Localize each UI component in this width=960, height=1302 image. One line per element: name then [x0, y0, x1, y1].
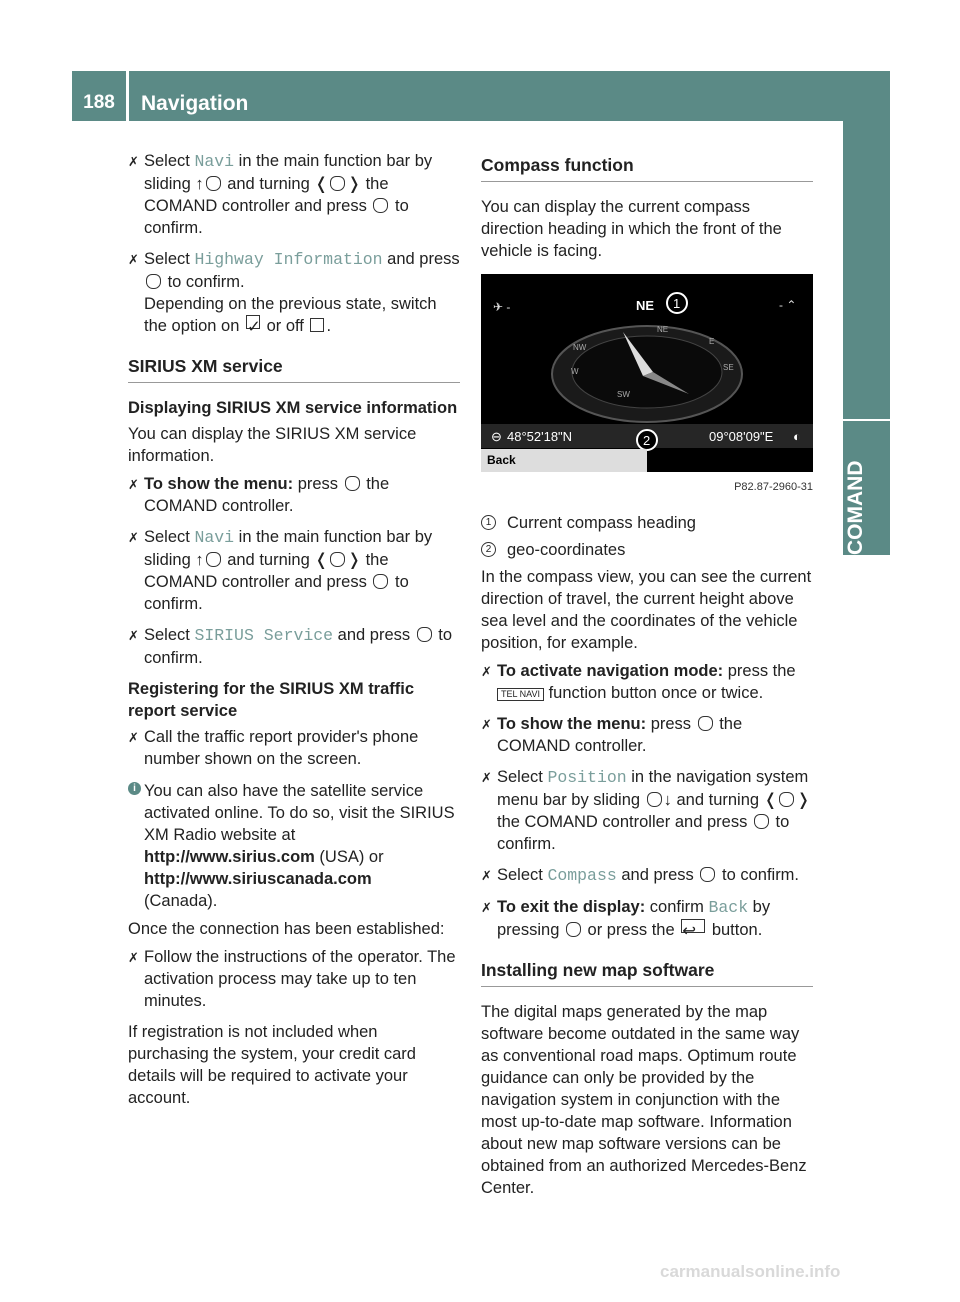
- paragraph: If registration is not included when purchasing the system, your credit card details will be required to activate your account.: [128, 1023, 416, 1107]
- paragraph: You can display the SIRIUS XM service information.: [128, 425, 417, 465]
- page-title: Navigation: [141, 92, 249, 115]
- svg-text:1: 1: [673, 296, 681, 311]
- press-icon: [754, 814, 769, 829]
- press-icon: [345, 476, 360, 491]
- svg-text:W: W: [571, 367, 579, 376]
- paragraph: The digital maps generated by the map software become outdated in the same way as conventional road maps. Optimum route guidance can only be provided by the navigation system in conjunction with the most up-to-date map software. Information about new map software versions can be obtained from an authorized Mercedes-Benz Center.: [481, 1003, 807, 1197]
- step: ✗ To show the menu: press the COMAND controller.: [128, 475, 390, 515]
- tel-navi-key-icon: TEL NAVI: [497, 688, 544, 701]
- controller-icon: [647, 792, 662, 807]
- controller-icon: [330, 552, 345, 567]
- svg-text:SW: SW: [617, 390, 630, 399]
- svg-text:2: 2: [643, 433, 651, 448]
- compass-screenshot: [481, 274, 813, 472]
- step: ✗ Select Navi in the main function bar by sliding ↑ and turning ❬ ❭ the COMAND controller and press to confirm.: [128, 528, 433, 613]
- right-column: [481, 150, 813, 1205]
- svg-text:⊖: ⊖: [491, 429, 502, 444]
- svg-text:✈ -: ✈ -: [493, 300, 511, 314]
- svg-text:SE: SE: [723, 363, 734, 372]
- back-button: Back: [487, 453, 516, 467]
- press-icon: [146, 274, 161, 289]
- paragraph: In the compass view, you can see the current direction of travel, the current height above sea level and the coordinates of the vehicle position, for example.: [481, 568, 812, 652]
- step: ✗ Select Compass and press to confirm.: [481, 866, 800, 885]
- step: ✗ Select SIRIUS Service and press to confirm.: [128, 626, 453, 667]
- press-icon: [698, 716, 713, 731]
- press-icon: [566, 922, 581, 937]
- svg-text:E: E: [709, 337, 715, 346]
- checkbox-empty-icon: [310, 318, 324, 332]
- longitude-text: 09°08'09"E: [709, 429, 774, 444]
- step: ✗ To show the menu: press the COMAND controller.: [481, 715, 743, 755]
- checkbox-checked-icon: ✓: [246, 315, 260, 329]
- paragraph: You can display the current compass direction heading in which the front of the vehicle is facing.: [481, 198, 782, 260]
- svg-text:NE: NE: [657, 325, 669, 334]
- svg-text:◐: ◐: [793, 429, 801, 444]
- svg-text:NW: NW: [573, 343, 587, 352]
- controller-icon: [330, 176, 345, 191]
- legend-item: 1 Current compass heading: [481, 512, 813, 534]
- step: ✗ To exit the display: confirm Back by pressing or press the ↩ button.: [481, 898, 771, 940]
- heading-text: NE: [636, 298, 655, 313]
- step: ✗ Select Navi in the main function bar by sliding ↑ and turning ❬ ❭ the COMAND controller and press to confirm.: [128, 152, 433, 237]
- press-icon: [700, 867, 715, 882]
- info-note: i You can also have the satellite service activated online. To do so, visit the SIRIUS XM Radio website at http://www.sirius.com (USA) or http://www.siriuscanada.com (Canada).: [128, 780, 460, 912]
- controller-icon: [206, 176, 221, 191]
- subsection-heading: Registering for the SIRIUS XM traffic report service: [128, 680, 415, 720]
- watermark: carmanualsonline.info: [660, 1262, 841, 1281]
- press-icon: [417, 627, 432, 642]
- section-heading: Installing new map software: [481, 959, 813, 987]
- sidebar-top: [843, 121, 890, 419]
- image-code: P82.87-2960-31: [734, 481, 813, 493]
- back-key-icon: ↩: [681, 919, 705, 933]
- press-icon: [373, 198, 388, 213]
- section-heading: Compass function: [481, 154, 813, 182]
- header-divider: [126, 71, 129, 121]
- step: ✗ Select Position in the navigation system menu bar by sliding ↓ and turning ❬ ❭ the COMAND controller and press to confirm.: [481, 768, 811, 853]
- section-heading: SIRIUS XM service: [128, 355, 460, 383]
- step: ✗ Call the traffic report provider's phone number shown on the screen.: [128, 728, 419, 768]
- step: ✗ Select Highway Information and press to confirm. Depending on the previous state, switch the option on ✓ or off .: [128, 250, 460, 336]
- step: ✗ To activate navigation mode: press the TEL NAVI function button once or twice.: [481, 662, 796, 702]
- step: ✗ Follow the instructions of the operator. The activation process may take up to ten minutes.: [128, 948, 456, 1010]
- left-column: [128, 150, 460, 1115]
- svg-text:- ⌃: - ⌃: [779, 298, 797, 312]
- legend-item: 2 geo-coordinates: [481, 539, 813, 561]
- info-icon: i: [128, 782, 141, 795]
- page-number: 188: [83, 92, 115, 113]
- side-label: [844, 511, 868, 555]
- press-icon: [373, 574, 388, 589]
- controller-icon: [779, 792, 794, 807]
- subsection-heading: Displaying SIRIUS XM service information: [128, 399, 458, 417]
- paragraph: Once the connection has been established:: [128, 920, 445, 938]
- controller-icon: [206, 552, 221, 567]
- latitude-text: 48°52'18"N: [507, 429, 573, 444]
